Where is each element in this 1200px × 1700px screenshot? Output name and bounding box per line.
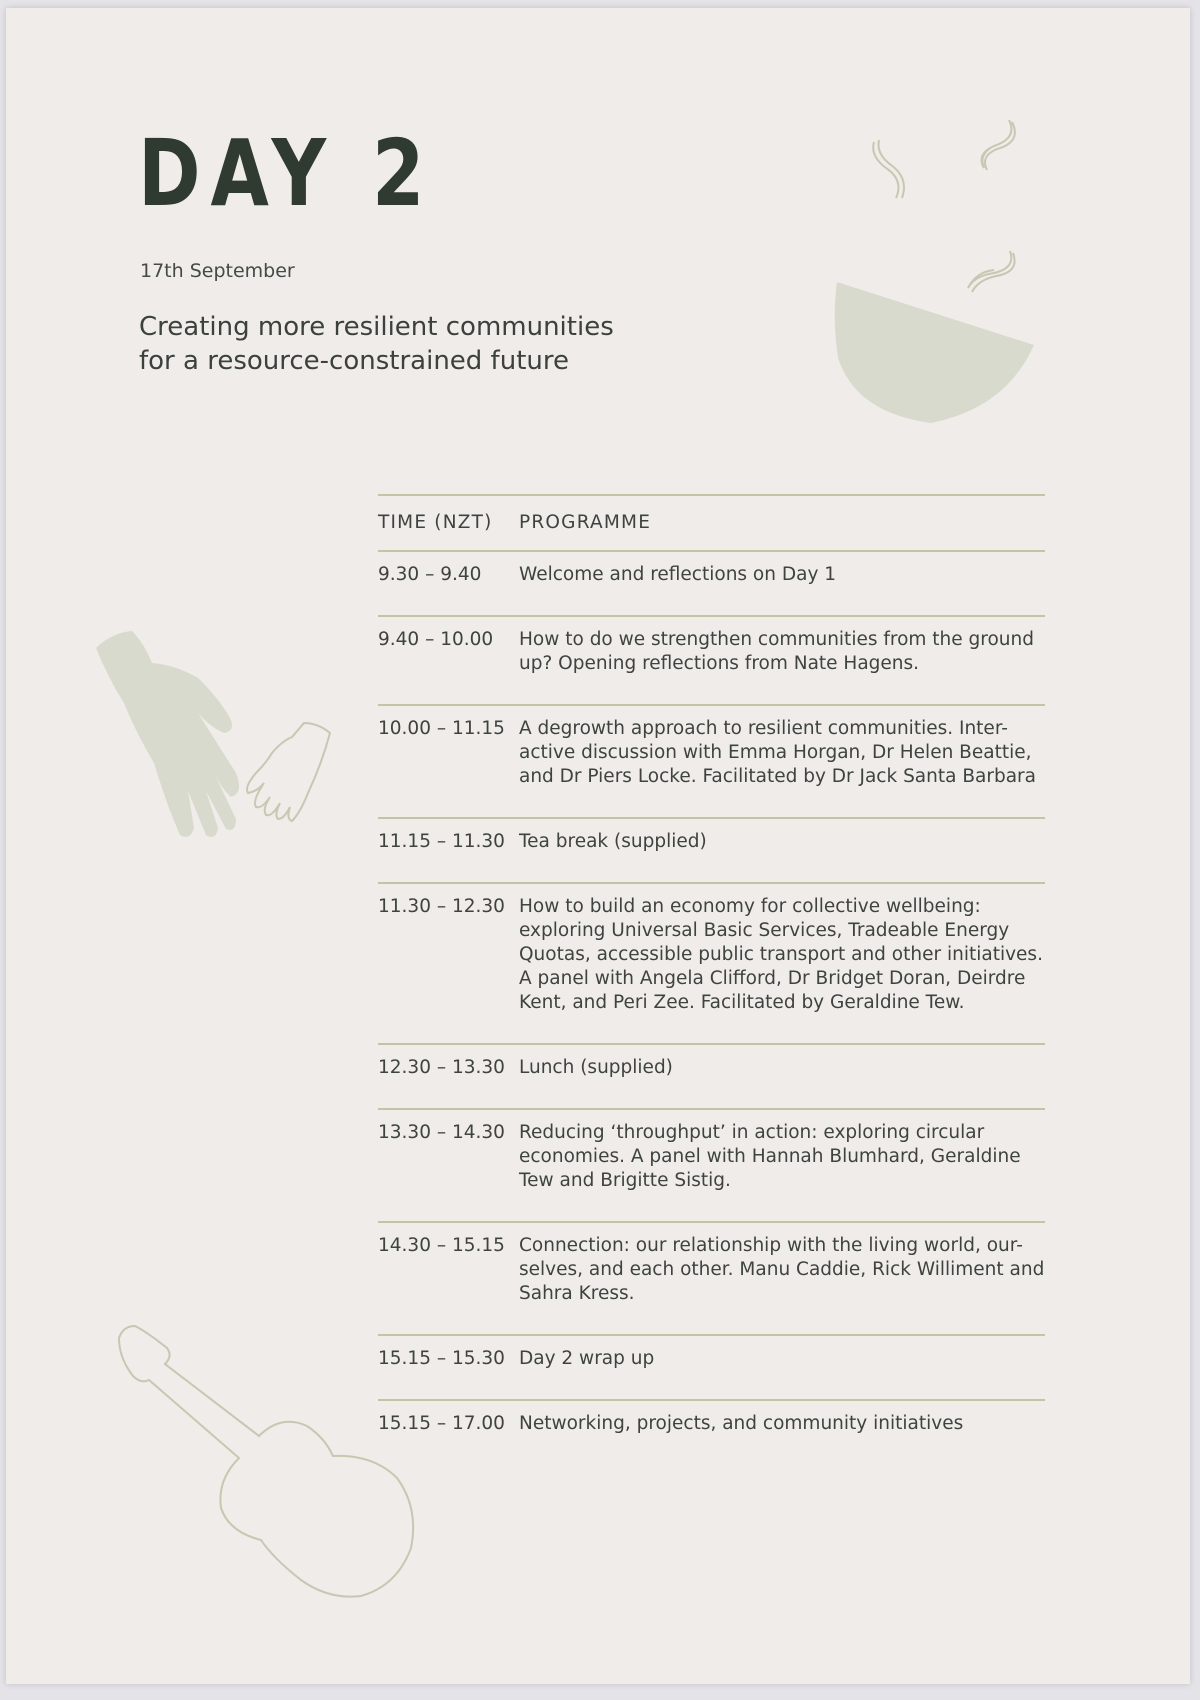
row-time: 11.15 – 11.30	[378, 818, 519, 883]
col-time-header: TIME (NZT)	[378, 495, 519, 551]
row-time: 10.00 – 11.15	[378, 705, 519, 818]
row-time: 13.30 – 14.30	[378, 1109, 519, 1222]
table-header-row	[378, 495, 1045, 551]
row-programme: How to do we strengthen communities from the ground up? Opening reflections from Nate Hagens.	[519, 616, 1045, 705]
row-programme: Connection: our relationship with the living world, our-selves, and each other. Manu Caddie, Rick Williment and Sahra Kress.	[519, 1222, 1045, 1335]
table-row	[378, 616, 1045, 705]
row-programme: Welcome and reflections on Day 1	[519, 551, 1045, 616]
table-row	[378, 1400, 1045, 1464]
table-row	[378, 705, 1045, 818]
row-programme: Day 2 wrap up	[519, 1335, 1045, 1400]
table-row	[378, 1335, 1045, 1400]
row-programme: Tea break (supplied)	[519, 818, 1045, 883]
table-row	[378, 818, 1045, 883]
table-row	[378, 551, 1045, 616]
table-row	[378, 1109, 1045, 1222]
page-subtitle	[139, 310, 699, 378]
table-row	[378, 883, 1045, 1044]
row-programme: Reducing ‘throughput’ in action: exploring circular economies. A panel with Hannah Blumhard, Geraldine Tew and Brigitte Sistig.	[519, 1109, 1045, 1222]
subtitle-line-2: for a resource-constrained future	[139, 346, 569, 376]
row-time: 9.30 – 9.40	[378, 551, 519, 616]
row-programme: A degrowth approach to resilient communities. Inter-active discussion with Emma Horgan, Dr Helen Beattie, and Dr Piers Locke. Facilitated by Dr Jack Santa Barbara	[519, 705, 1045, 818]
row-time: 15.15 – 17.00	[378, 1400, 519, 1464]
bowl-icon	[826, 108, 1066, 438]
subtitle-line-1: Creating more resilient communities	[139, 312, 614, 342]
row-time: 14.30 – 15.15	[378, 1222, 519, 1335]
table-row	[378, 1222, 1045, 1335]
page-title: DAY 2	[138, 120, 435, 227]
row-time: 15.15 – 15.30	[378, 1335, 519, 1400]
row-programme: Lunch (supplied)	[519, 1044, 1045, 1109]
row-programme: How to build an economy for collective wellbeing: exploring Universal Basic Services, Tradeable Energy Quotas, accessible public transport and other initiatives. A panel with Angela Clifford, Dr Bridget Doran, Deirdre Kent, and Peri Zee. Facilitated by Geraldine Tew.	[519, 883, 1045, 1044]
row-time: 9.40 – 10.00	[378, 616, 519, 705]
row-time: 12.30 – 13.30	[378, 1044, 519, 1109]
col-programme-header: PROGRAMME	[519, 495, 1045, 551]
table-row	[378, 1044, 1045, 1109]
row-programme: Networking, projects, and community initiatives	[519, 1400, 1045, 1464]
programme-table	[378, 494, 1045, 1464]
event-date: 17th September	[140, 260, 295, 282]
hands-icon	[86, 623, 346, 863]
row-time: 11.30 – 12.30	[378, 883, 519, 1044]
programme-page	[6, 8, 1190, 1684]
